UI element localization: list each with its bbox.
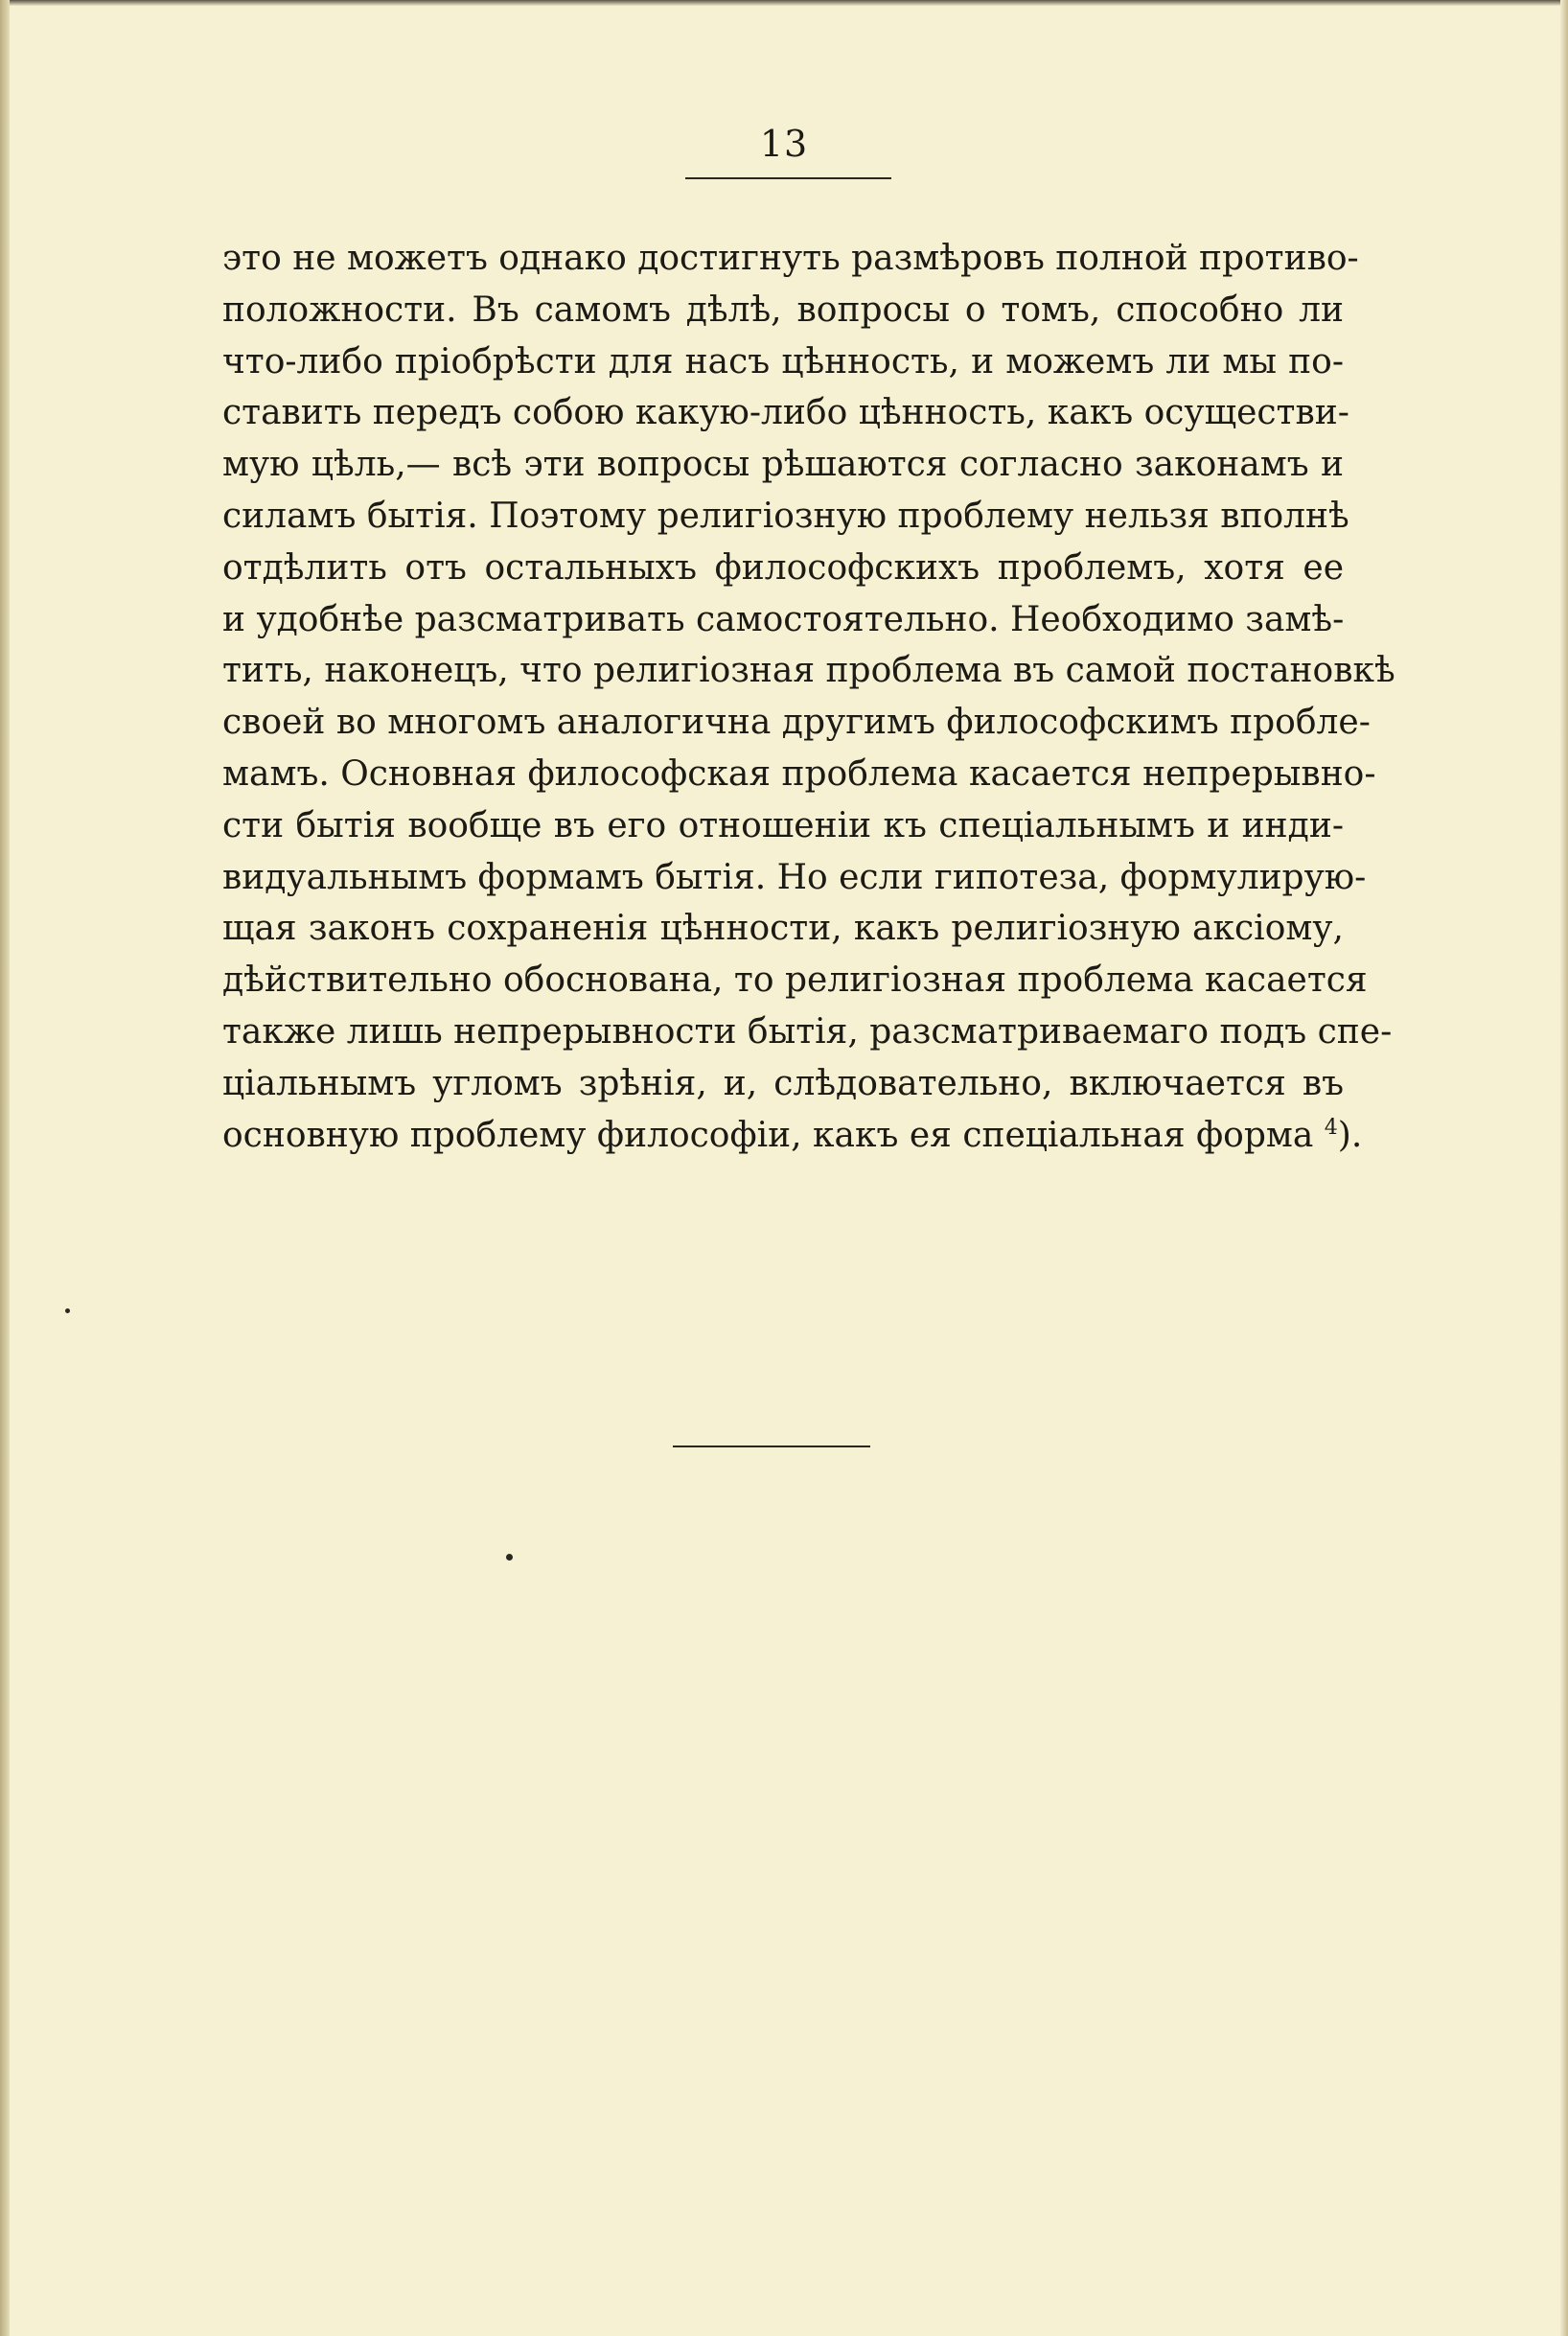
last-line-tail: ). — [1337, 1115, 1363, 1155]
text-line: видуальнымъ формамъ бытія. Но если гипотеза, формулирую- — [222, 857, 1367, 897]
text-line: отдѣлить отъ остальныхъ философскихъ проблемъ, хотя ее — [222, 547, 1344, 588]
text-line: дѣйствительно обоснована, то религіозная проблема касается — [222, 960, 1368, 1001]
text-line: что-либо пріобрѣсти для насъ цѣнность, и можемъ ли мы по- — [222, 341, 1344, 382]
header-rule — [685, 177, 891, 179]
page-top-edge — [0, 0, 1568, 6]
page-right-edge — [1560, 0, 1568, 2336]
text-line: своей во многомъ аналогична другимъ философскимъ пробле- — [222, 703, 1371, 743]
paper-speck — [506, 1554, 513, 1561]
text-line: ставить передъ собою какую-либо цѣнность, какъ осуществи- — [222, 393, 1349, 433]
text-line: ціальнымъ угломъ зрѣнія, и, слѣдовательно, включается въ — [222, 1063, 1344, 1103]
page-number: 13 — [759, 123, 809, 165]
text-line: мамъ. Основная философская проблема касается непрерывно- — [222, 753, 1376, 794]
page-left-edge — [0, 0, 10, 2336]
text-line: сти бытія вообще въ его отношеніи къ спеціальнымъ и инди- — [222, 805, 1344, 845]
text-line: это не можетъ однако достигнуть размѣровъ полной противо- — [222, 239, 1359, 278]
text-line: щая законъ сохраненія цѣнности, какъ религіозную аксіому, — [222, 909, 1344, 949]
text-line: мую цѣль,— всѣ эти вопросы рѣшаются согласно законамъ и — [222, 445, 1344, 485]
text-line: тить, наконецъ, что религіозная проблема въ самой постановкѣ — [222, 651, 1395, 691]
text-line: также лишь непрерывности бытія, разсматриваемаго подъ спе- — [222, 1011, 1393, 1052]
section-end-rule — [673, 1446, 870, 1447]
text-line: силамъ бытія. Поэтому религіозную проблему нельзя вполнѣ — [222, 496, 1349, 536]
text-line: и удобнѣе разсматривать самостоятельно. Необходимо замѣ- — [222, 599, 1345, 639]
body-text — [222, 233, 1395, 1161]
paper-speck — [65, 1308, 70, 1313]
text-line-last — [222, 1110, 1363, 1162]
text-line: положности. Въ самомъ дѣлѣ, вопросы о томъ, способно ли — [222, 289, 1344, 330]
last-line-text: основную проблему философіи, какъ ея спеціальная форма — [222, 1115, 1314, 1155]
footnote-reference[interactable]: 4 — [1324, 1115, 1338, 1140]
